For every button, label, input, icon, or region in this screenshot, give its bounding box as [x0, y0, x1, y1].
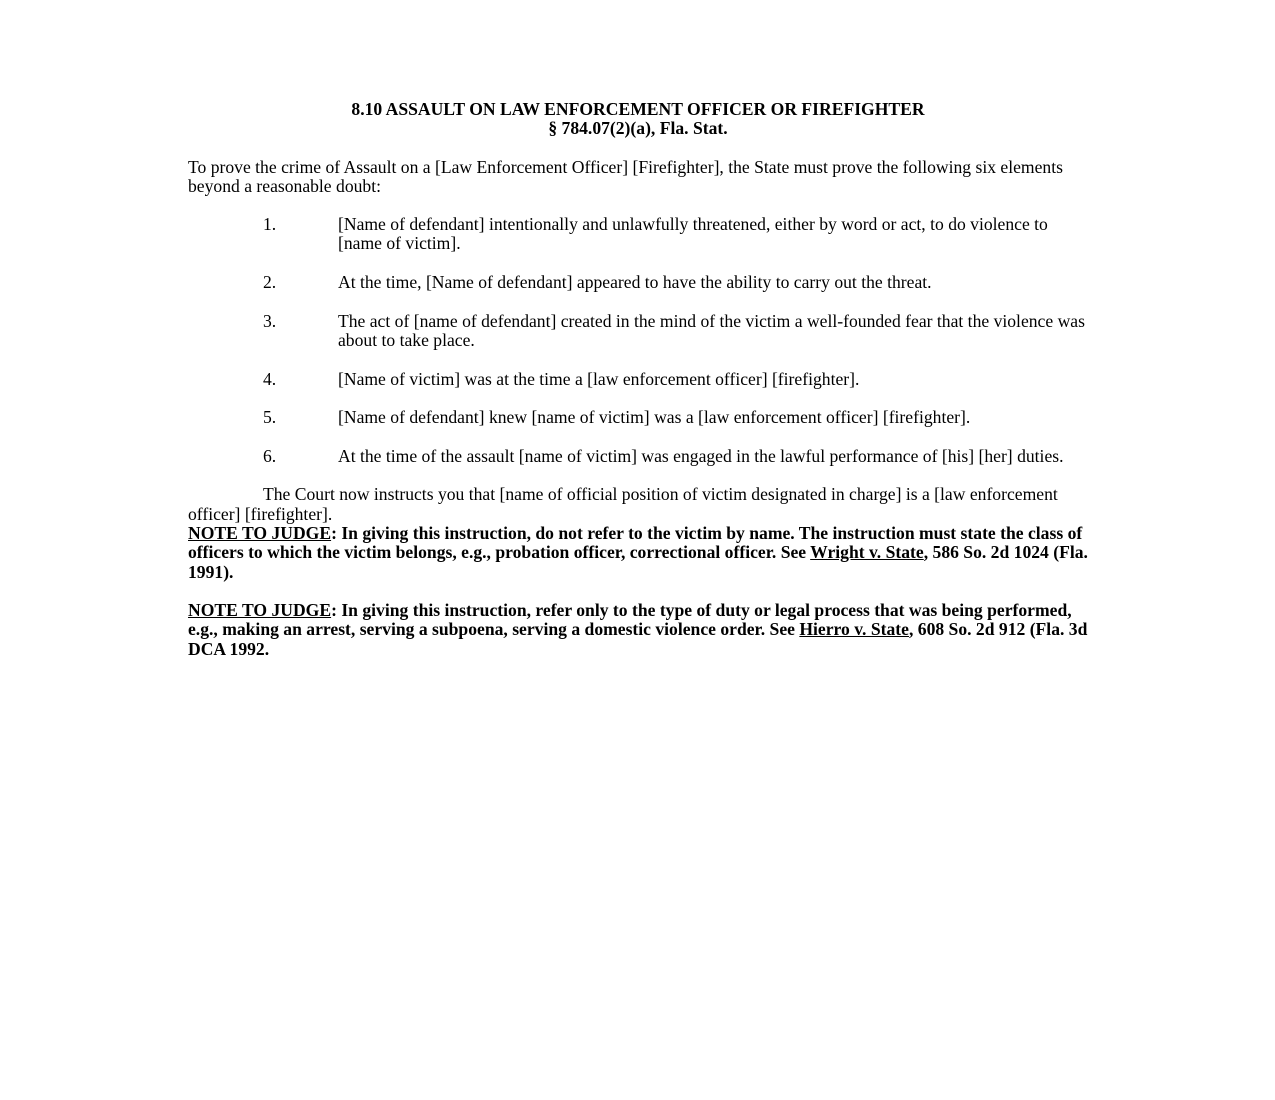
intro-paragraph: To prove the crime of Assault on a [Law Enforcement Officer] [Firefighter], the State must prove the following six elements beyond a reasonable doubt:	[188, 156, 1063, 196]
item-text: [Name of defendant] intentionally and unlawfully threatened, either by word or act, to do violence to [name of victim].	[338, 214, 1048, 254]
case-citation: Hierro v. State	[799, 619, 909, 640]
item-text: At the time, [Name of defendant] appeared to have the ability to carry out the threat.	[338, 272, 932, 293]
item-text: [Name of defendant] knew [name of victim] was a [law enforcement officer] [firefighter].	[338, 407, 971, 428]
note-to-judge	[188, 601, 1088, 659]
page-title	[188, 100, 1088, 139]
note-label: NOTE TO JUDGE	[188, 600, 332, 621]
list-item	[188, 408, 1088, 427]
list-item	[188, 370, 1088, 389]
case-citation: Wright v. State	[810, 542, 924, 563]
elements-list	[188, 215, 1088, 466]
note-text-end: , 608 So. 2d 912 (Fla. 3d DCA 1992.	[188, 619, 1088, 659]
item-number: 6.	[263, 445, 277, 466]
item-text: The act of [name of defendant] created in the mind of the victim a well-founded fear that the violence was about to take place.	[338, 310, 1085, 350]
item-number: 1.	[263, 214, 277, 235]
list-item	[188, 273, 1088, 292]
item-text: [Name of victim] was at the time a [law enforcement officer] [firefighter].	[338, 368, 860, 389]
title-heading: 8.10 ASSAULT ON LAW ENFORCEMENT OFFICER OR FIREFIGHTER	[351, 99, 925, 119]
court-instruction: The Court now instructs you that [name of official position of victim designated in charge] is a [law enforcement officer] [firefighter].	[188, 484, 1058, 524]
list-item	[188, 312, 1088, 351]
note-label: NOTE TO JUDGE	[188, 522, 332, 543]
item-text: At the time of the assault [name of victim] was engaged in the lawful performance of [his] [her] duties.	[338, 445, 1064, 466]
list-item	[188, 447, 1088, 466]
note-text: : In giving this instruction, refer only to the type of duty or legal process that was being performed, e.g., making an arrest, serving a subpoena, serving a domestic violence order. See	[188, 600, 1072, 640]
document-body	[188, 100, 1088, 659]
item-number: 5.	[263, 407, 277, 428]
statute-citation: § 784.07(2)(a), Fla. Stat.	[548, 118, 728, 139]
note-text: : In giving this instruction, do not refer to the victim by name. The instruction must state the class of officers to which the victim belongs, e.g., probation officer, correctional officer. See	[188, 522, 1083, 563]
item-number: 4.	[263, 368, 277, 389]
note-text-end: , 586 So. 2d 1024 (Fla. 1991).	[188, 542, 1088, 582]
item-number: 3.	[263, 310, 277, 331]
list-item	[188, 215, 1088, 254]
note-to-judge	[188, 524, 1088, 582]
item-number: 2.	[263, 272, 277, 293]
